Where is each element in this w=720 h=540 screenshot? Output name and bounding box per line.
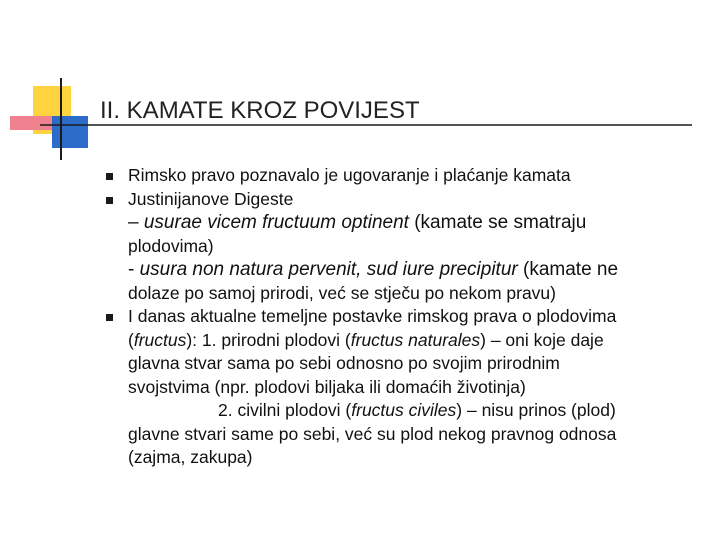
list-item <box>100 164 700 188</box>
dash: - <box>128 259 140 280</box>
plodovi-line-2: glavna stvar sama po sebi odnosno po svojim prirodnim <box>128 353 560 373</box>
text: ) – oni koje daje <box>480 329 604 350</box>
digeste-line-4: dolaze po samoj prirodi, već se stječu po nekom pravu) <box>128 282 556 303</box>
bullet-text: Justinijanove Digeste <box>128 188 294 209</box>
page-title: II. KAMATE KROZ POVIJEST <box>100 97 420 124</box>
digeste-line-2: plodovima) <box>128 235 214 256</box>
content-body <box>100 164 700 470</box>
plodovi-line-3: svojstvima (npr. plodovi biljaka ili domaćih životinja) <box>128 376 526 397</box>
latin-term: fructus naturales <box>350 329 481 350</box>
plodovi-line-1 <box>100 329 700 353</box>
bullet-text: Rimsko pravo poznavalo je ugovaranje i plaćanje kamata <box>128 165 571 185</box>
dash: – <box>128 212 144 233</box>
latin-quote: usurae vicem fructuum optinent <box>143 212 409 233</box>
digeste-line-3 <box>100 258 700 282</box>
plodovi-line-6: (zajma, zakupa) <box>128 447 253 467</box>
decorative-logo <box>0 0 720 170</box>
list-item <box>100 305 700 329</box>
latin-quote: usura non natura pervenit, sud iure precipitur <box>139 259 518 280</box>
digeste-line-1 <box>100 211 700 235</box>
list-item <box>100 188 700 212</box>
text: ): 1. prirodni plodovi ( <box>186 329 351 350</box>
translation: (kamate se smatraju <box>408 212 587 233</box>
latin-term: fructus <box>133 329 187 350</box>
plodovi-line-5: glavne stvari same po sebi, već su plod nekog pravnog odnosa <box>128 423 617 444</box>
bullet-icon <box>106 173 113 180</box>
logo-blue-square <box>52 116 88 148</box>
bullet-text: I danas aktualne temeljne postavke rimskog prava o plodovima <box>128 306 617 326</box>
bullet-icon <box>106 197 113 204</box>
latin-term: fructus civiles <box>351 400 457 420</box>
logo-red-bar <box>10 116 56 130</box>
paren: ( <box>128 329 134 350</box>
text: ) – nisu prinos (plod) <box>456 400 616 420</box>
translation: (kamate ne <box>517 259 619 280</box>
text: 2. civilni plodovi ( <box>218 400 352 420</box>
plodovi-line-4 <box>100 399 700 423</box>
bullet-icon <box>106 314 113 321</box>
